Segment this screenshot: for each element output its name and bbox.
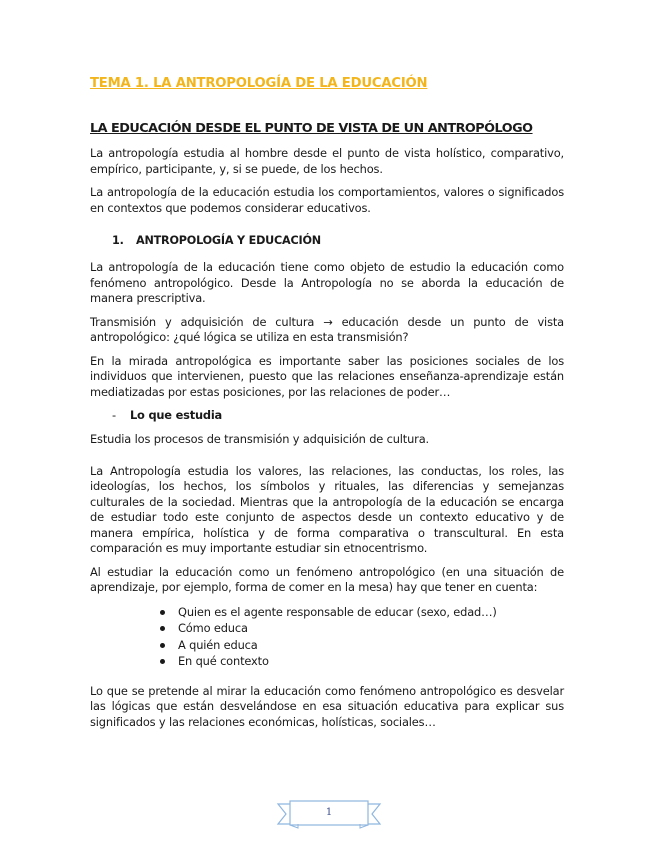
closing-paragraph: Lo que se pretende al mirar la educación como fenómeno antropológico es desvelar las lógicas que están desvelándose en esa situación educativa para explicar sus significados y las relaciones económicas, holísticas, sociales… bbox=[90, 683, 564, 729]
page-number-ribbon bbox=[276, 800, 382, 830]
dash-marker: - bbox=[112, 408, 116, 422]
list-item: En qué contexto bbox=[158, 653, 564, 670]
study-paragraph-3: Al estudiar la educación como un fenómeno antropológico (en una situación de aprendizaje, por ejemplo, forma de comer en la mesa) hay que tener en cuenta: bbox=[90, 564, 564, 594]
list-item: A quién educa bbox=[158, 637, 564, 654]
subsection-paragraph-3: En la mirada antropológica es importante saber las posiciones sociales de los individuos que intervienen, puesto que las relaciones enseñanza-aprendizaje están mediatizadas por estas posiciones, por las relaciones de poder… bbox=[90, 353, 564, 399]
subsection-number: 1. bbox=[112, 234, 124, 247]
list-item: Cómo educa bbox=[158, 620, 564, 637]
context-bullet-list bbox=[158, 604, 564, 670]
intro-paragraph-1: La antropología estudia al hombre desde el punto de vista holístico, comparativo, empírico, participante, y, si se puede, de los hechos. bbox=[90, 146, 564, 176]
subsection-paragraph-2: Transmisión y adquisición de cultura → educación desde un punto de vista antropológico: ¿qué lógica se utiliza en esta transmisión? bbox=[90, 314, 564, 344]
subsection-heading bbox=[112, 234, 564, 247]
intro-paragraph-2: La antropología de la educación estudia los comportamientos, valores o significados en contextos que podemos considerar educativos. bbox=[90, 185, 564, 215]
list-item: Quien es el agente responsable de educar (sexo, edad…) bbox=[158, 604, 564, 621]
study-paragraph-2: La Antropología estudia los valores, las relaciones, las conductas, los roles, las ideologías, los hechos, los símbolos y rituales, las diferencias y semejanzas culturales de la sociedad. Mientras que la antropología de la educación se encarga de estudiar todo este conjunto de aspectos desde un contexto educativo y de manera empírica, holística y de forma comparativa o transcultural. En esta comparación es muy importante estudiar sin etnocentrismo. bbox=[90, 463, 564, 555]
document-title: TEMA 1. LA ANTROPOLOGÍA DE LA EDUCACIÓN bbox=[90, 76, 428, 91]
document-page bbox=[90, 76, 564, 738]
subsection-paragraph-1: La antropología de la educación tiene como objeto de estudio la educación como fenómeno antropológico. Desde la Antropología no se aborda la educación de manera prescriptiva. bbox=[90, 260, 564, 305]
study-paragraph-1: Estudia los procesos de transmisión y adquisición de cultura. bbox=[90, 432, 430, 446]
page-number: 1 bbox=[325, 807, 333, 818]
study-heading bbox=[112, 408, 564, 422]
study-heading-label: Lo que estudia bbox=[130, 408, 223, 422]
section-heading: LA EDUCACIÓN DESDE EL PUNTO DE VISTA DE UN ANTROPÓLOGO bbox=[90, 121, 533, 136]
subsection-title: ANTROPOLOGÍA Y EDUCACIÓN bbox=[136, 234, 321, 247]
